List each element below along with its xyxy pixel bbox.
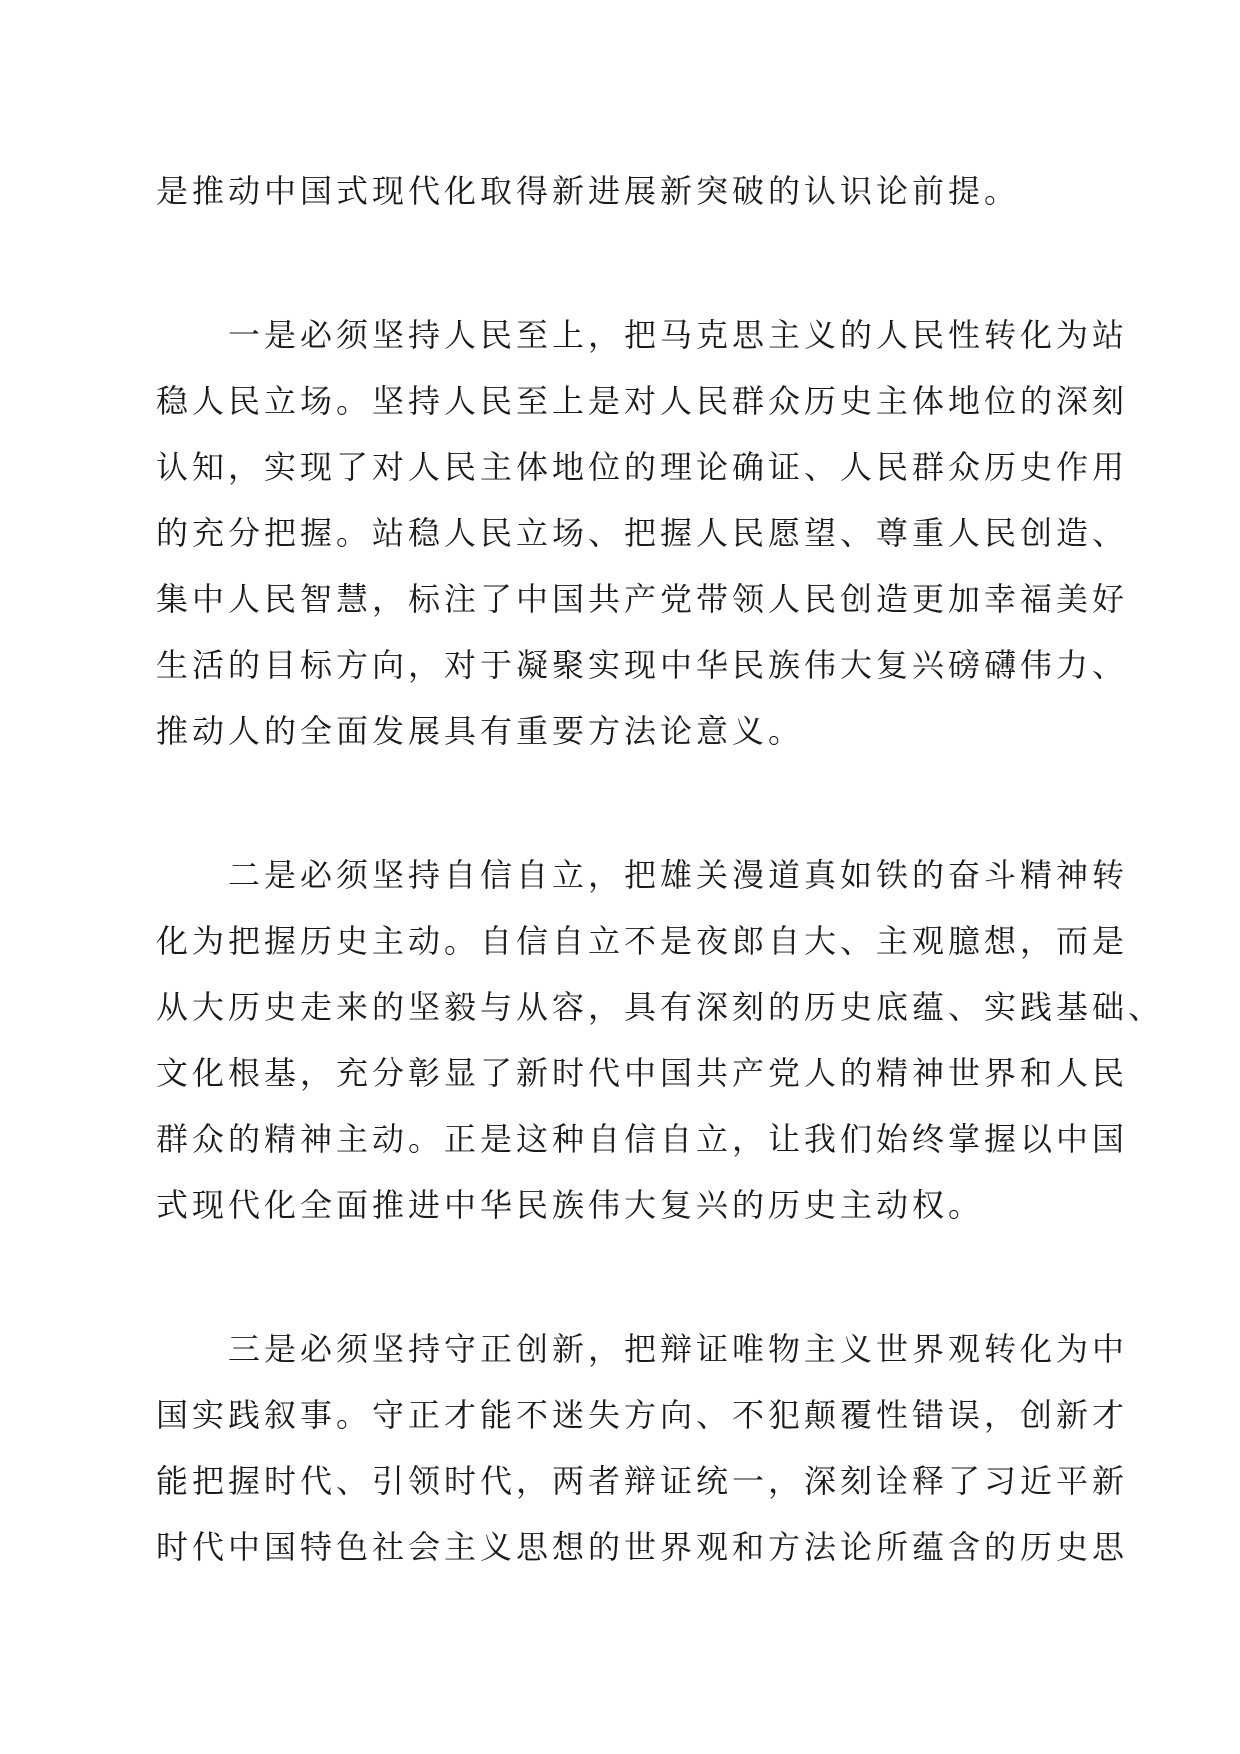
text-line: 稳人民立场。坚持人民至上是对人民群众历史主体地位的深刻 bbox=[156, 382, 1129, 420]
text-line: 群众的精神主动。正是这种自信自立，让我们始终掌握以中国 bbox=[156, 1120, 1129, 1158]
paragraph-intro bbox=[156, 158, 1096, 224]
paragraph-gap bbox=[156, 1238, 1096, 1316]
paragraph-point-3 bbox=[156, 1316, 1129, 1580]
text-line: 生活的目标方向，对于凝聚实现中华民族伟大复兴磅礴伟力、 bbox=[156, 646, 1129, 684]
text-line: 认知，实现了对人民主体地位的理论确证、人民群众历史作用 bbox=[156, 448, 1129, 486]
text-line: 的充分把握。站稳人民立场、把握人民愿望、尊重人民创造、 bbox=[156, 514, 1129, 552]
text-line: 文化根基，充分彰显了新时代中国共产党人的精神世界和人民 bbox=[156, 1054, 1129, 1092]
document-body bbox=[156, 158, 1165, 1580]
text-line: 三是必须坚持守正创新，把辩证唯物主义世界观转化为中 bbox=[228, 1330, 1129, 1368]
text-line: 从大历史走来的坚毅与从容，具有深刻的历史底蕴、实践基础、 bbox=[156, 988, 1165, 1026]
text-line: 二是必须坚持自信自立，把雄关漫道真如铁的奋斗精神转 bbox=[228, 856, 1129, 894]
text-line: 一是必须坚持人民至上，把马克思主义的人民性转化为站 bbox=[228, 316, 1129, 354]
text-line: 时代中国特色社会主义思想的世界观和方法论所蕴含的历史思 bbox=[156, 1528, 1129, 1566]
paragraph-gap bbox=[156, 764, 1096, 842]
text-line: 是推动中国式现代化取得新进展新突破的认识论前提。 bbox=[156, 172, 1021, 210]
text-line: 化为把握历史主动。自信自立不是夜郎自大、主观臆想，而是 bbox=[156, 922, 1129, 960]
text-line: 式现代化全面推进中华民族伟大复兴的历史主动权。 bbox=[156, 1186, 985, 1224]
text-line: 推动人的全面发展具有重要方法论意义。 bbox=[156, 712, 805, 750]
paragraph-gap bbox=[156, 224, 1096, 302]
paragraph-point-2 bbox=[156, 842, 1165, 1238]
text-line: 国实践叙事。守正才能不迷失方向、不犯颠覆性错误，创新才 bbox=[156, 1396, 1129, 1434]
paragraph-point-1 bbox=[156, 302, 1129, 764]
text-line: 能把握时代、引领时代，两者辩证统一，深刻诠释了习近平新 bbox=[156, 1462, 1129, 1500]
text-line: 集中人民智慧，标注了中国共产党带领人民创造更加幸福美好 bbox=[156, 580, 1129, 618]
